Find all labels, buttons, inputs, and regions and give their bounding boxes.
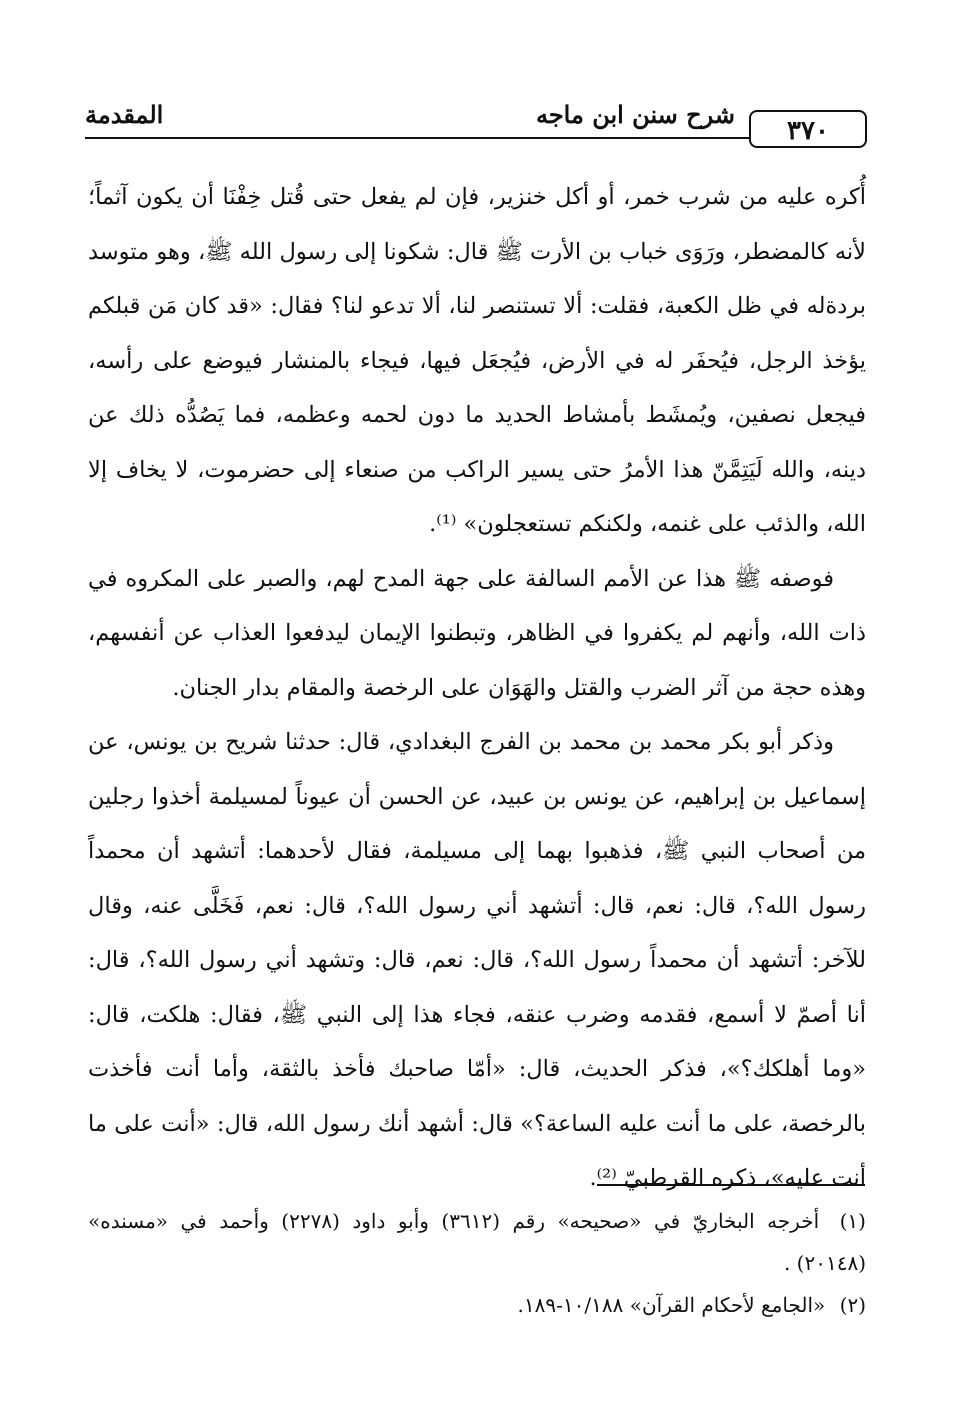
footnote-text: أخرجه البخاريّ في «صحيحه» رقم (٣٦١٢) وأبو داود (٢٢٧٨) وأحمد في «مسنده» (٢٠١٤٨) . bbox=[88, 1209, 866, 1275]
paragraph-3: وذكر أبو بكر محمد بن محمد بن الفرج البغدادي، قال: حدثنا شريح بن يونس، عن إسماعيل بن إبراهيم، عن يونس بن عبيد، عن الحسن أن عيوناً لمسيلمة أخذوا رجلين من أصحاب النبي ﷺ، فذهبوا بهما إلى مسيلمة، فقال لأحدهما: أتشهد أن محمداً رسول الله؟، قال: نعم، قال: أتشهد أني رسول الله؟، قال: نعم، فَخَلَّى عنه، وقال للآخر: أتشهد أن محمداً رسول الله؟، قال: نعم، قال: وتشهد أني رسول الله؟، قال: أنا أصمّ لا أسمع، فقدمه وضرب عنقه، فجاء هذا إلى النبي ﷺ، فقال: هلكت، قال: «وما أهلكك؟»، فذكر الحديث، قال: «أمّا صاحبك فأخذ بالثقة، وأما أنت فأخذت بالرخصة، على ما أنت عليه الساعة؟» قال: أشهد أنك رسول الله، قال: «أنت على ما أنت عليه»، ذكره القرطبيّ ⁽²⁾. bbox=[88, 729, 866, 1191]
main-text bbox=[88, 170, 866, 1206]
footnotes bbox=[88, 1200, 866, 1326]
book-title: شرح سنن ابن ماجه bbox=[535, 100, 735, 129]
footnote-number: (٢) bbox=[839, 1293, 866, 1317]
header-rule bbox=[85, 137, 749, 139]
section-title: المقدمة bbox=[85, 100, 164, 129]
footnote-separator bbox=[597, 1184, 865, 1186]
footnote-number: (١) bbox=[839, 1209, 866, 1233]
footnote-text: «الجامع لأحكام القرآن» ١٠/١٨٨-١٨٩. bbox=[517, 1293, 826, 1317]
footnote-1 bbox=[88, 1200, 866, 1284]
page-header bbox=[85, 100, 867, 150]
paragraph-1: أُكره عليه من شرب خمر، أو أكل خنزير، فإن لم يفعل حتى قُتل خِفْنَا أن يكون آثماً؛ لأنه كالمضطر، ورَوَى خباب بن الأرت ﷺ قال: شكونا إلى رسول الله ﷺ، وهو متوسد بردةله في ظل الكعبة، فقلت: ألا تستنصر لنا، ألا تدعو لنا؟ فقال: «قد كان مَن قبلكم يؤخذ الرجل، فيُحفَر له في الأرض، فيُجعَل فيها، فيجاء بالمنشار فيوضع على رأسه، فيجعل نصفين، ويُمشَط بأمشاط الحديد ما دون لحمه وعظمه، فما يَصُدُّه ذلك عن دينه، والله لَيَتِمَّنّ هذا الأمرُ حتى يسير الراكب من صنعاء إلى حضرموت، لا يخاف إلا الله، والذئب على غنمه، ولكنكم تستعجلون» ⁽¹⁾. bbox=[88, 184, 866, 537]
footnote-2 bbox=[88, 1284, 866, 1326]
paragraph-2: فوصفه ﷺ هذا عن الأمم السالفة على جهة المدح لهم، والصبر على المكروه في ذات الله، وأنهم لم يكفروا في الظاهر، وتبطنوا الإيمان ليدفعوا العذاب عن أنفسهم، وهذه حجة من آثر الضرب والقتل والهَوَان على الرخصة والمقام بدار الجنان. bbox=[88, 565, 866, 701]
page-number-box: ٣٧٠ bbox=[749, 110, 867, 148]
